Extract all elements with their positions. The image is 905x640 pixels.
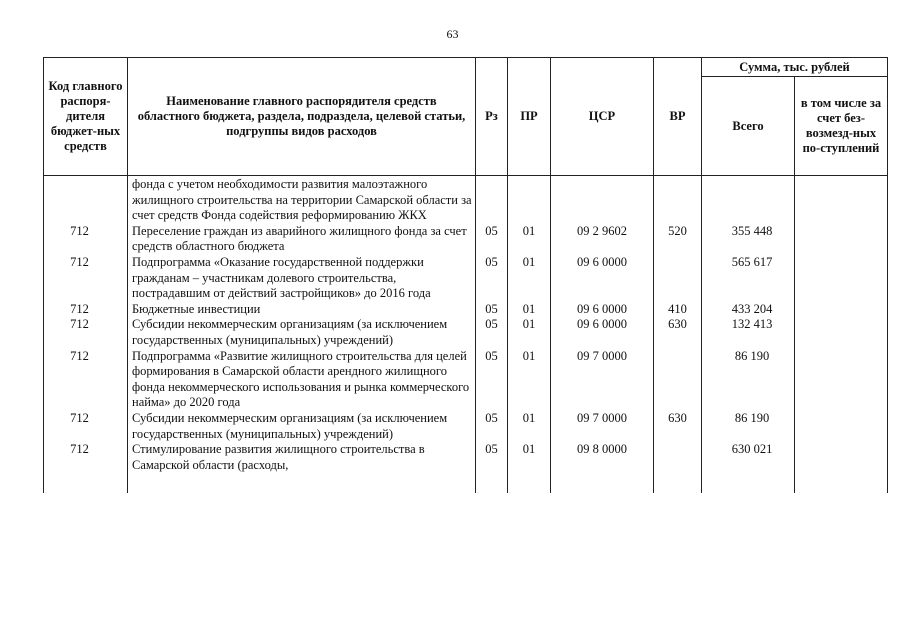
cell-vr: 520 [654, 224, 702, 255]
cell-total: 565 617 [702, 255, 795, 302]
spacer-cell [508, 473, 551, 493]
header-rz: Рз [476, 58, 508, 176]
header-sum-group: Сумма, тыс. рублей [702, 58, 888, 77]
table-row [44, 176, 888, 224]
cell-pr: 01 [508, 317, 551, 348]
cell-pr: 01 [508, 302, 551, 318]
header-free: в том числе за счет без-возмезд-ных по-ступлений [795, 77, 888, 176]
cell-free [795, 317, 888, 348]
spacer-cell [795, 473, 888, 493]
cell-code: 712 [44, 317, 128, 348]
cell-csr: 09 6 0000 [551, 255, 654, 302]
cell-csr: 09 7 0000 [551, 411, 654, 442]
table-header [44, 58, 888, 176]
cell-vr [654, 255, 702, 302]
spacer-cell [44, 473, 128, 493]
cell-rz [476, 176, 508, 224]
cell-name: Подпрограмма «Развитие жилищного строительства для целей формирования в Самарской области арендного жилищного фонда некоммерческого использования и рынка коммерческого найма» до 2020 года [128, 349, 476, 411]
cell-total: 132 413 [702, 317, 795, 348]
cell-name: Бюджетные инвестиции [128, 302, 476, 318]
cell-rz: 05 [476, 411, 508, 442]
budget-table [43, 57, 888, 493]
cell-pr [508, 176, 551, 224]
cell-total: 86 190 [702, 411, 795, 442]
cell-total: 630 021 [702, 442, 795, 473]
table-row [44, 349, 888, 411]
cell-code: 712 [44, 349, 128, 411]
cell-name: фонда с учетом необходимости развития малоэтажного жилищного строительства на территории Самарской области за счет средств Фонда содействия реформированию ЖКХ [128, 176, 476, 224]
cell-csr: 09 8 0000 [551, 442, 654, 473]
cell-name: Стимулирование развития жилищного строительства в Самарской области (расходы, [128, 442, 476, 473]
cell-pr: 01 [508, 224, 551, 255]
cell-vr: 630 [654, 317, 702, 348]
cell-vr [654, 442, 702, 473]
cell-pr: 01 [508, 255, 551, 302]
cell-vr: 410 [654, 302, 702, 318]
cell-free [795, 255, 888, 302]
cell-csr: 09 7 0000 [551, 349, 654, 411]
header-code: Код главного распоря-дителя бюджет-ных средств [44, 58, 128, 176]
cell-name: Переселение граждан из аварийного жилищного фонда за счет средств областного бюджета [128, 224, 476, 255]
table-row [44, 411, 888, 442]
table-body [44, 176, 888, 494]
spacer-cell [654, 473, 702, 493]
table-row [44, 255, 888, 302]
cell-free [795, 411, 888, 442]
cell-code: 712 [44, 255, 128, 302]
cell-rz: 05 [476, 255, 508, 302]
cell-name: Подпрограмма «Оказание государственной поддержки гражданам – участникам долевого строительства, пострадавшим от действий застройщиков» до 2016 года [128, 255, 476, 302]
cell-rz: 05 [476, 302, 508, 318]
cell-code: 712 [44, 442, 128, 473]
spacer-cell [551, 473, 654, 493]
header-vr: ВР [654, 58, 702, 176]
table-row [44, 302, 888, 318]
header-csr: ЦСР [551, 58, 654, 176]
cell-total: 355 448 [702, 224, 795, 255]
cell-total [702, 176, 795, 224]
cell-csr [551, 176, 654, 224]
cell-free [795, 349, 888, 411]
spacer-cell [128, 473, 476, 493]
spacer-cell [702, 473, 795, 493]
table-spacer-row [44, 473, 888, 493]
cell-code: 712 [44, 411, 128, 442]
cell-vr: 630 [654, 411, 702, 442]
cell-vr [654, 349, 702, 411]
cell-rz: 05 [476, 442, 508, 473]
cell-free [795, 224, 888, 255]
spacer-cell [476, 473, 508, 493]
cell-name: Субсидии некоммерческим организациям (за исключением государственных (муниципальных) учреждений) [128, 317, 476, 348]
cell-pr: 01 [508, 349, 551, 411]
cell-free [795, 302, 888, 318]
cell-free [795, 176, 888, 224]
cell-total: 86 190 [702, 349, 795, 411]
cell-csr: 09 6 0000 [551, 302, 654, 318]
cell-code: 712 [44, 224, 128, 255]
cell-free [795, 442, 888, 473]
cell-code: 712 [44, 302, 128, 318]
cell-rz: 05 [476, 317, 508, 348]
cell-total: 433 204 [702, 302, 795, 318]
cell-pr: 01 [508, 442, 551, 473]
cell-rz: 05 [476, 349, 508, 411]
table-row [44, 224, 888, 255]
page-number: 63 [446, 27, 459, 41]
header-pr: ПР [508, 58, 551, 176]
cell-vr [654, 176, 702, 224]
header-total: Всего [702, 77, 795, 176]
cell-name: Субсидии некоммерческим организациям (за исключением государственных (муниципальных) учреждений) [128, 411, 476, 442]
table-row [44, 317, 888, 348]
cell-csr: 09 2 9602 [551, 224, 654, 255]
cell-rz: 05 [476, 224, 508, 255]
cell-pr: 01 [508, 411, 551, 442]
table-row [44, 442, 888, 473]
cell-code [44, 176, 128, 224]
cell-csr: 09 6 0000 [551, 317, 654, 348]
header-name: Наименование главного распорядителя средств областного бюджета, раздела, подраздела, целевой статьи, подгруппы видов расходов [128, 58, 476, 176]
